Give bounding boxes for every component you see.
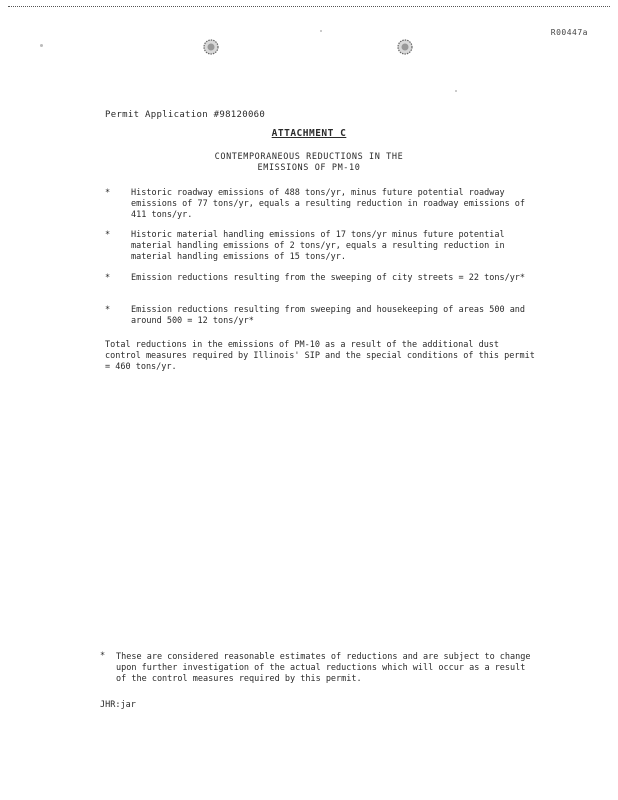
- subtitle-line-2: EMISSIONS OF PM-10: [257, 163, 361, 173]
- bullet-mark: *: [105, 273, 111, 283]
- bullet-mark: *: [105, 188, 111, 198]
- punch-hole-icon: [202, 38, 220, 56]
- attachment-title: ATTACHMENT C: [271, 128, 347, 139]
- scan-edge: [8, 6, 610, 9]
- bullet-text: Historic roadway emissions of 488 tons/yr, minus future potential roadway emissions of 77 tons/yr, equals a resulting reduction in roadway emissions of 411 tons/yr.: [131, 188, 526, 220]
- bullet-mark: *: [105, 230, 111, 240]
- scan-speck: [320, 30, 322, 32]
- bullet-text: Emission reductions resulting from the sweeping of city streets = 22 tons/yr*: [131, 273, 526, 283]
- typist-initials: JHR:jar: [100, 700, 136, 710]
- document-id: R00447a: [550, 28, 588, 37]
- scan-speck: [455, 90, 457, 92]
- bullet-text: Historic material handling emissions of 17 tons/yr minus future potential material handling emissions of 2 tons/yr, equals a resulting reduction in material handling emissions of 15 tons/yr.: [131, 230, 505, 262]
- punch-hole-icon: [396, 38, 414, 56]
- footnote-mark: *: [100, 651, 106, 661]
- footnote-text: These are considered reasonable estimates of reductions and are subject to change upon further investigation of the actual reductions which will occur as a result of the control measures required by this permit.: [116, 652, 531, 684]
- bullet-mark: *: [105, 305, 111, 315]
- scan-speck: [40, 44, 43, 47]
- subtitle-line-1: CONTEMPORANEOUS REDUCTIONS IN THE: [214, 152, 404, 162]
- total-reductions-paragraph: Total reductions in the emissions of PM-10 as a result of the additional dust control measures required by Illinois' SIP and the special conditions of this permit = 460 tons/yr.: [105, 340, 535, 372]
- bullet-text: Emission reductions resulting from sweeping and housekeeping of areas 500 and around 500 = 12 tons/yr*: [131, 305, 526, 326]
- permit-reference: Permit Application #98120060: [105, 110, 266, 120]
